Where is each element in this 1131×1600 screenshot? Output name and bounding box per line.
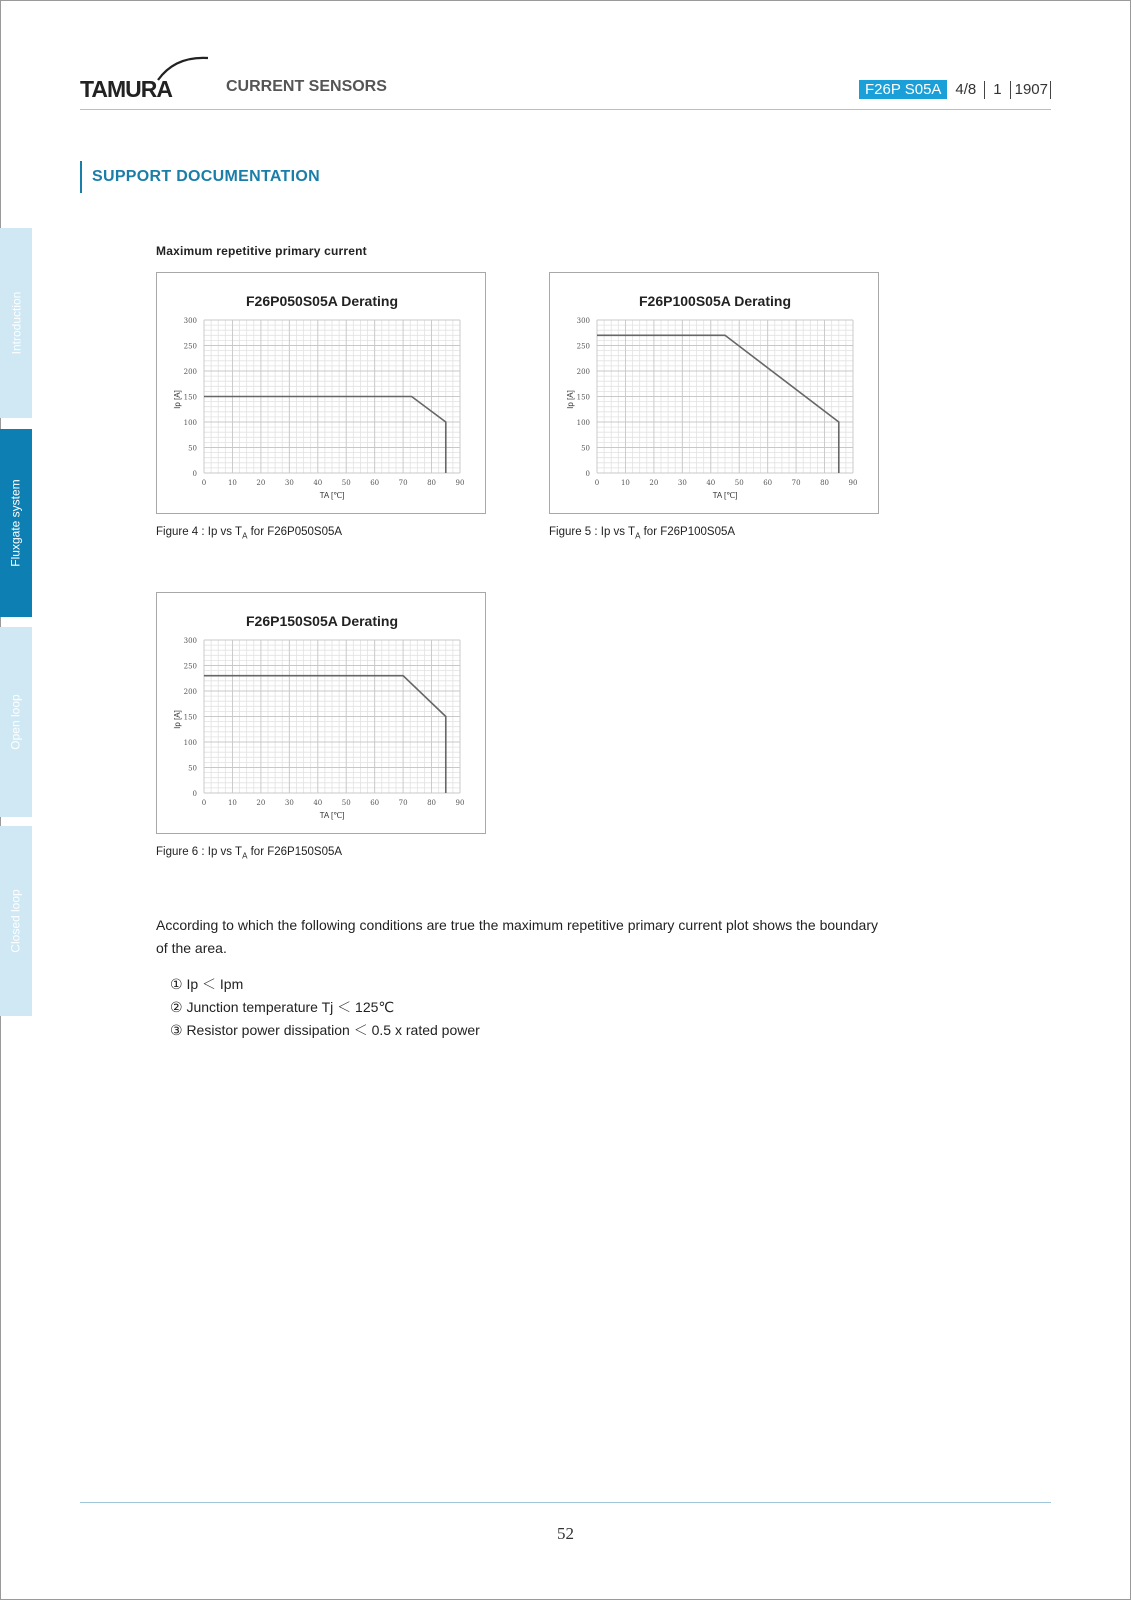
figure-caption: Figure 6 : Ip vs $T_A$ for F26P150S05A: [156, 846, 343, 861]
y-tick-label: 250: [183, 662, 197, 671]
side-tab-label: Fluxgate system: [9, 479, 23, 567]
x-tick-label: 10: [620, 479, 630, 487]
x-tick-label: 90: [455, 479, 465, 487]
y-tick-label: 150: [576, 393, 590, 402]
x-tick-label: 60: [370, 479, 380, 487]
figure-caption: Figure 5 : Ip vs $T_A$ for F26P100S05A: [549, 526, 736, 541]
date-code: 1907: [1014, 81, 1048, 98]
x-tick-label: 0: [201, 799, 207, 807]
y-tick-label: 0: [192, 790, 197, 798]
y-tick-label: 50: [188, 764, 197, 773]
x-axis-label: TA [℃]: [319, 811, 345, 820]
condition-item: ② Junction temperature Tj ＜ 125℃: [170, 999, 395, 1015]
y-tick-label: 300: [183, 637, 197, 645]
x-tick-label: 30: [284, 479, 294, 487]
side-tab-closed-loop[interactable]: [0, 826, 32, 1016]
chart-svg: [550, 273, 878, 513]
y-tick-label: 50: [188, 444, 197, 453]
revision: 1: [993, 81, 1002, 98]
page-fraction: 4/8: [955, 81, 977, 98]
x-tick-label: 90: [455, 799, 465, 807]
x-tick-label: 70: [398, 799, 408, 807]
x-axis-label: TA [℃]: [319, 491, 345, 500]
y-tick-label: 300: [183, 317, 197, 325]
side-tab-label: Closed loop: [9, 889, 23, 953]
x-tick-label: 30: [677, 479, 687, 487]
y-tick-label: 50: [581, 444, 590, 453]
side-tab-open-loop[interactable]: [0, 627, 32, 817]
x-tick-label: 70: [398, 479, 408, 487]
x-tick-label: 20: [256, 799, 266, 807]
condition-item: ③ Resistor power dissipation ＜ 0.5 x rated power: [170, 1022, 480, 1038]
chart-title: F26P150S05A Derating: [246, 613, 398, 629]
y-tick-label: 200: [183, 688, 197, 696]
x-tick-label: 90: [848, 479, 858, 487]
x-tick-label: 0: [594, 479, 600, 487]
y-axis-label: Ip [A]: [173, 390, 182, 409]
x-tick-label: 40: [313, 479, 323, 487]
derating-chart-1: [156, 272, 486, 514]
y-tick-label: 100: [576, 419, 590, 427]
x-tick-label: 80: [427, 799, 437, 807]
x-tick-label: 40: [706, 479, 716, 487]
chart-title: F26P100S05A Derating: [639, 293, 791, 309]
y-tick-label: 300: [576, 317, 590, 325]
x-tick-label: 10: [227, 479, 237, 487]
section-accent-bar: [80, 161, 82, 193]
model-badge: F26P S05A: [859, 80, 947, 99]
section-title: SUPPORT DOCUMENTATION: [92, 168, 320, 185]
header-rule: [80, 109, 1051, 110]
side-tab-introduction[interactable]: [0, 228, 32, 418]
logo-text: TAMURA: [80, 76, 172, 102]
y-axis-label: Ip [A]: [566, 390, 575, 409]
header-info: [859, 80, 1051, 99]
y-tick-label: 100: [183, 739, 197, 747]
side-tab-fluxgate-system[interactable]: [0, 429, 32, 617]
derating-chart-3: [156, 592, 486, 834]
x-tick-label: 30: [284, 799, 294, 807]
subtitle: Maximum repetitive primary current: [156, 244, 367, 258]
side-tab-label: Open loop: [9, 694, 24, 750]
derating-chart-2: [549, 272, 879, 514]
header-divider: [1050, 81, 1051, 99]
y-axis-label: Ip [A]: [173, 710, 182, 729]
x-tick-label: 60: [370, 799, 380, 807]
x-tick-label: 80: [820, 479, 830, 487]
x-axis-label: TA [℃]: [712, 491, 738, 500]
page-number: 52: [557, 1524, 574, 1543]
x-tick-label: 20: [256, 479, 266, 487]
chart-title: F26P050S05A Derating: [246, 293, 398, 309]
tamura-logo: [80, 52, 210, 102]
y-tick-label: 100: [183, 419, 197, 427]
footer-rule: [80, 1502, 1051, 1503]
x-tick-label: 50: [734, 479, 744, 487]
chart-svg: [157, 273, 485, 513]
x-tick-label: 10: [227, 799, 237, 807]
y-tick-label: 200: [576, 368, 590, 376]
x-tick-label: 80: [427, 479, 437, 487]
y-tick-label: 250: [576, 342, 590, 351]
x-tick-label: 20: [649, 479, 659, 487]
y-tick-label: 0: [585, 470, 590, 478]
figure-caption: Figure 4 : Ip vs $T_A$ for F26P050S05A: [156, 526, 343, 541]
y-tick-label: 150: [183, 393, 197, 402]
x-tick-label: 70: [791, 479, 801, 487]
header-section-label: CURRENT SENSORS: [226, 78, 387, 95]
x-tick-label: 50: [341, 479, 351, 487]
x-tick-label: 40: [313, 799, 323, 807]
y-tick-label: 250: [183, 342, 197, 351]
y-tick-label: 200: [183, 368, 197, 376]
y-tick-label: 150: [183, 713, 197, 722]
body-paragraph: According to which the following conditions are true the maximum repetitive primary current plot shows the boundary of the area.: [156, 917, 878, 956]
side-tab-label: Introduction: [9, 291, 23, 355]
x-tick-label: 50: [341, 799, 351, 807]
x-tick-label: 0: [201, 479, 207, 487]
chart-svg: [157, 593, 485, 833]
condition-item: ① Ip ＜ Ipm: [170, 976, 244, 992]
y-tick-label: 0: [192, 470, 197, 478]
x-tick-label: 60: [763, 479, 773, 487]
